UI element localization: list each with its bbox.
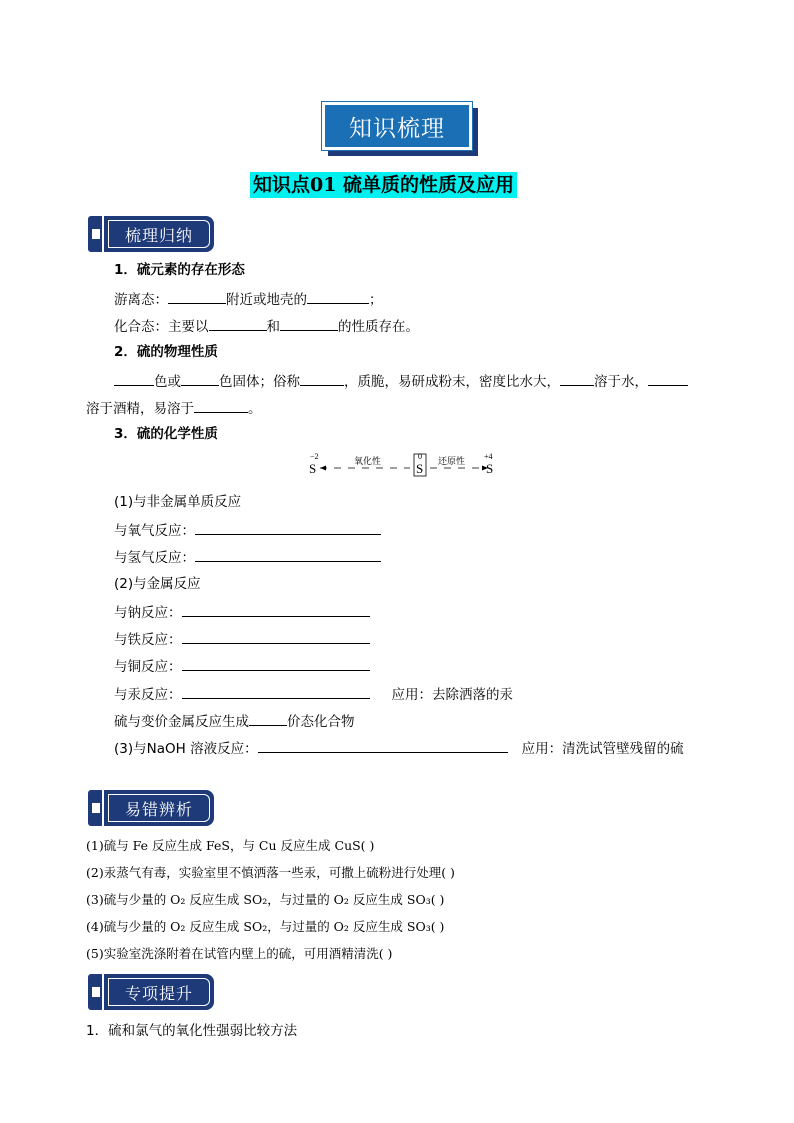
error-item-2: (2)汞蒸气有毒，实验室里不慎洒落一些汞，可撒上硫粉进行处理( ) (86, 865, 455, 880)
oxidation-state-diagram (306, 452, 498, 478)
heading-physical: 2．硫的物理性质 (114, 344, 218, 360)
line-variable-valence: 硫与变价金属反应生成 价态化合物 (114, 711, 355, 731)
line-physical-2: 溶于酒精，易溶于 。 (86, 398, 262, 418)
ox-right-superscript: +4 (484, 452, 493, 461)
line-hydrogen: 与氢气反应： (114, 547, 381, 567)
line-sodium: 与钠反应： (114, 602, 370, 622)
line-oxygen: 与氧气反应： (114, 520, 381, 540)
ox-left-symbol: S (309, 461, 317, 476)
heading-existence: 1．硫元素的存在形态 (114, 262, 245, 278)
section-header-error-analysis (88, 790, 214, 826)
error-item-3: (3)硫与少量的 O₂ 反应生成 SO₂，与过量的 O₂ 反应生成 SO₃( ) (86, 892, 445, 907)
section-label: 梳理归纳 (108, 220, 210, 248)
ox-label-oxidizing: 氧化性 (354, 456, 382, 466)
heading-chemical: 3．硫的化学性质 (114, 426, 218, 442)
sub-nonmetal: (1)与非金属单质反应 (114, 494, 242, 510)
section-header-summary (88, 216, 214, 252)
ox-mid-superscript: 0 (418, 452, 422, 461)
page-banner: 知识梳理 (322, 102, 472, 150)
ox-label-reducing: 还原性 (438, 456, 466, 466)
error-item-1: (1)硫与 Fe 反应生成 FeS，与 Cu 反应生成 CuS( ) (86, 838, 375, 853)
section-tab (88, 974, 102, 1010)
line-naoh: (3)与NaOH 溶液反应： 应用：清洗试管壁残留的硫 (114, 738, 684, 758)
ox-right-symbol: S (486, 461, 494, 476)
section-tab (88, 216, 102, 252)
line-copper: 与铜反应： (114, 656, 370, 676)
sub-metal: (2)与金属反应 (114, 576, 201, 592)
special-item-1: 1．硫和氯气的氧化性强弱比较方法 (86, 1023, 298, 1039)
error-item-4: (4)硫与少量的 O₂ 反应生成 SO₂，与过量的 O₂ 反应生成 SO₃( ) (86, 919, 445, 934)
oxidation-arrows (306, 452, 498, 478)
line-physical-1: 色或 色固体；俗称 ，质脆，易研成粉末，密度比水大， 溶于水， (114, 371, 688, 391)
line-mercury: 与汞反应： 应用：去除洒落的汞 (114, 684, 513, 704)
section-label: 专项提升 (108, 978, 210, 1006)
error-item-5: (5)实验室洗涤附着在试管内壁上的硫，可用酒精清洗( ) (86, 946, 393, 961)
ox-mid-symbol: S (416, 461, 424, 476)
line-combined-state: 化合态：主要以 和 的性质存在。 (114, 316, 419, 336)
line-iron: 与铁反应： (114, 629, 370, 649)
line-free-state: 游离态： 附近或地壳的 ； (114, 289, 383, 309)
section-label: 易错辨析 (108, 794, 210, 822)
ox-left-superscript: −2 (310, 452, 319, 461)
section-tab (88, 790, 102, 826)
section-header-special (88, 974, 214, 1010)
knowledge-point-title: 知识点01 硫单质的性质及应用 (250, 172, 517, 198)
